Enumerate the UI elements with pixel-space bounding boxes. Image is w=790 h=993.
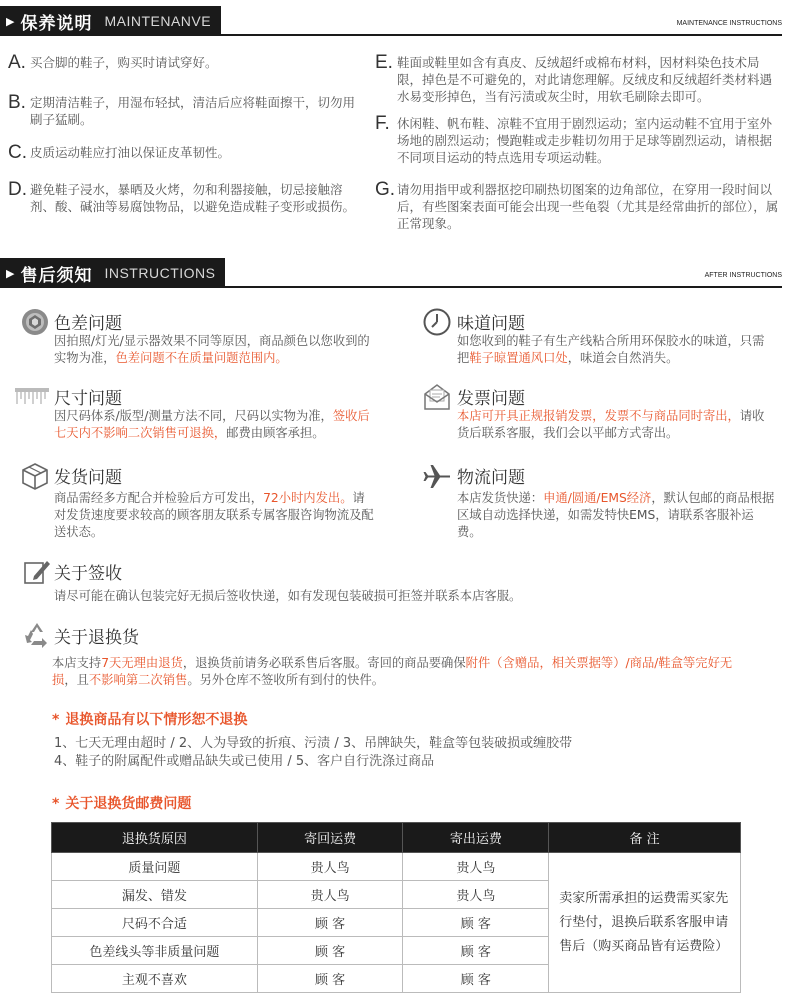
table-cell: 顾 客	[257, 937, 403, 965]
maintenance-header	[0, 6, 790, 36]
returns-title: 关于退换货	[54, 628, 139, 648]
maintenance-item-c: C. 皮质运动鞋应打油以保证皮革韧性。	[8, 142, 231, 163]
signing-text: 请尽可能在确认包装完好无损后签收快递，如有发现包装破损可拒签并联系本店客服。	[54, 589, 522, 603]
package-box-icon	[20, 461, 50, 491]
maintenance-item-a: A. 买合脚的鞋子，购买时请试穿好。	[8, 52, 218, 73]
table-row	[52, 853, 741, 881]
signing-title: 关于签收	[54, 564, 122, 584]
table-cell: 顾 客	[403, 937, 549, 965]
after-sales-header	[0, 258, 790, 288]
table-cell: 顾 客	[257, 909, 403, 937]
invoice-envelope-icon	[422, 382, 452, 412]
returns-text: 本店支持7天无理由退货，退换货前请务必联系售后客服。寄回的商品要确保附件（含赠品，相关票据等）/商品/鞋盒等完好无损，且不影响第二次销售。另外仓库不签收所有到付的快件。	[52, 656, 733, 687]
fee-table-header	[52, 823, 741, 853]
maintenance-title: 保养说明	[20, 13, 93, 34]
after-sales-tab	[0, 258, 225, 288]
table-cell: 贵人鸟	[403, 881, 549, 909]
color-wheel-icon	[20, 307, 50, 337]
table-cell: 漏发、错发	[52, 881, 258, 909]
smell-title: 味道问题	[457, 314, 525, 334]
recycle-icon	[22, 621, 52, 651]
maintenance-item-e: E. 鞋面或鞋里如含有真皮、反绒超纤或棉布材料，因材料染色技术局限，掉色是不可避免的，对此请您理解。反绒皮和反绒超纤类材料遇水易变形掉色，当有污渍或灰尘时，用软毛刷除去即可。	[375, 52, 773, 104]
maintenance-label: MAINTENANCE INSTRUCTIONS	[676, 20, 782, 27]
invoice-text: 本店可开具正规报销发票，发票不与商品同时寄出，请收货后联系客服，我们会以平邮方式寄出。	[457, 409, 765, 440]
maintenance-item-b: B. 定期清洁鞋子，用湿布轻拭，清洁后应将鞋面擦干，切勿用刷子猛刷。	[8, 92, 356, 127]
fee-header-cell: 备 注	[549, 823, 741, 853]
ruler-icon	[14, 384, 50, 414]
invoice-title: 发票问题	[457, 389, 525, 409]
maintenance-item-f: F. 休闲鞋、帆布鞋、凉鞋不宜用于剧烈运动；室内运动鞋不宜用于室外场地的剧烈运动；慢跑鞋或走步鞋切勿用于足球等剧烈运动，请根据不同项目运动的特点选用专项运动鞋。	[375, 113, 773, 165]
divider	[0, 286, 782, 288]
after-sales-label: AFTER INSTRUCTIONS	[704, 272, 782, 279]
fee-header-cell: 寄回运费	[257, 823, 403, 853]
divider	[0, 34, 782, 36]
table-cell: 贵人鸟	[257, 853, 403, 881]
fee-header-cell: 寄出运费	[403, 823, 549, 853]
table-cell: 尺码不合适	[52, 909, 258, 937]
fee-header-cell: 退换货原因	[52, 823, 258, 853]
table-cell: 质量问题	[52, 853, 258, 881]
table-cell: 色差线头等非质量问题	[52, 937, 258, 965]
size-title: 尺寸问题	[54, 389, 122, 409]
after-sales-title: 售后须知	[20, 265, 93, 286]
maintenance-item-g: G. 请勿用指甲或利器抠挖印刷热切图案的边角部位，在穿用一段时间以后，有些图案表面可能会出现一些龟裂（尤其是经常曲折的部位），属正常现象。	[375, 179, 779, 231]
shipping-text: 商品需经多方配合并检验后方可发出，72小时内发出。请对发货速度要求较高的顾客朋友联系专属客服咨询物流及配送状态。	[54, 491, 374, 539]
maintenance-item-d: D. 避免鞋子浸水，暴晒及火烤，勿和利器接触，切忌接触溶剂、酸、碱油等易腐蚀物品，以避免造成鞋子变形或损伤。	[8, 179, 356, 214]
table-cell: 顾 客	[403, 909, 549, 937]
after-sales-title-en: INSTRUCTIONS	[104, 265, 216, 281]
table-cell: 主观不喜欢	[52, 965, 258, 993]
maintenance-title-en: MAINTENANVE	[104, 13, 212, 29]
color-diff-text: 因拍照/灯光/显示器效果不同等原因，商品颜色以您收到的实物为准，色差问题不在质量问题范围内。	[54, 334, 370, 365]
fee-table	[51, 822, 741, 993]
edit-pen-icon	[22, 557, 52, 587]
airplane-icon	[422, 461, 452, 491]
fee-heading: * 关于退换货邮费问题	[52, 796, 192, 812]
fee-note: 卖家所需承担的运费需买家先行垫付，退换后联系客服申请售后（购买商品皆有运费险）	[549, 853, 741, 993]
maintenance-tab	[0, 6, 221, 36]
table-cell: 顾 客	[403, 965, 549, 993]
arrow-icon: ▶	[6, 266, 15, 280]
conditions-line-2: 4、鞋子的附属配件或赠品缺失或已使用 / 5、客户自行洗涤过商品	[54, 754, 435, 769]
shipping-title: 发货问题	[54, 468, 122, 488]
color-diff-title: 色差问题	[54, 314, 122, 334]
logistics-title: 物流问题	[457, 468, 525, 488]
table-cell: 贵人鸟	[257, 881, 403, 909]
size-text: 因尺码体系/版型/测量方法不同，尺码以实物为准，签收后七天内不影响二次销售可退换，邮费由顾客承担。	[54, 409, 370, 440]
arrow-icon: ▶	[6, 14, 15, 28]
smell-text: 如您收到的鞋子有生产线粘合所用环保胶水的味道，只需把鞋子晾置通风口处，味道会自然消失。	[457, 334, 765, 365]
table-cell: 顾 客	[257, 965, 403, 993]
table-cell: 贵人鸟	[403, 853, 549, 881]
logistics-text: 本店发货快递：申通/圆通/EMS经济，默认包邮的商品根据区域自动选择快递，如需发特快EMS，请联系客服补运费。	[457, 491, 775, 539]
clock-icon	[422, 307, 452, 337]
conditions-line-1: 1、七天无理由超时 / 2、人为导致的折痕、污渍 / 3、吊牌缺失，鞋盒等包装破损或缠胶带	[54, 736, 573, 751]
conditions-heading: * 退换商品有以下情形恕不退换	[52, 712, 248, 728]
